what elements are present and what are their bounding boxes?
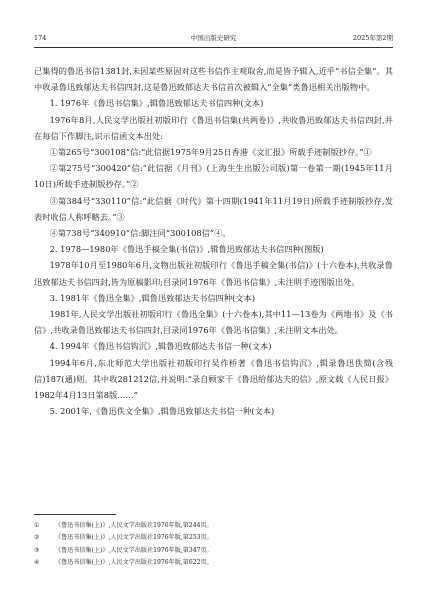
section-heading: 5. 2001年,《鲁迅佚文全集》,辑鲁迅致郁达夫书信一种(文本) xyxy=(49,406,275,417)
footnote-text: 《鲁迅书信集(上)》,人民文学出版社1976年版,第244页。 xyxy=(55,522,213,529)
paragraph: ①第265号“300108”信:“此信据1975年9月25日香港《文汇报》所载手迹制版抄存。”① xyxy=(49,147,372,158)
paragraph: 1976年8月,人民文学出版社初版印行《鲁迅书信集(共两卷)》,共收鲁迅致郁达夫书信四封,并在每信下作脚注,识示信函文本出处: xyxy=(34,114,393,141)
footnote-mark: ③ xyxy=(34,546,40,554)
footnote-text: 《鲁迅书信集(上)》,人民文学出版社1976年版,第253页。 xyxy=(55,534,213,542)
footnote-rule xyxy=(34,514,116,515)
paragraph: ③第384号“330110”信:“此信据《时代》第十四期(1941年11月19日)所载手迹制版抄存,发表时收信人称呼略去。”③ xyxy=(34,195,393,222)
body-text xyxy=(34,63,393,419)
footnote xyxy=(34,545,393,557)
footnote-mark: ④ xyxy=(34,559,40,567)
section-heading: 2. 1978—1980年《鲁迅手稿全集(书信)》,辑鲁迅致郁达夫书信四种(图版) xyxy=(49,244,324,255)
journal-title: 中国出版史研究 xyxy=(190,34,237,42)
section-heading: 1. 1976年《鲁迅书信集》,辑鲁迅致郁达夫书信四种(文本) xyxy=(49,98,264,109)
footnotes xyxy=(34,520,393,570)
footnote xyxy=(34,532,393,544)
footnote-text: 《鲁迅书信集(上)》,人民文学出版社1976年版,第622页。 xyxy=(55,559,213,567)
running-header xyxy=(34,32,393,44)
page-number: 174 xyxy=(34,34,47,42)
paragraph: 1978年10月至1980年6月,文物出版社初版印行《鲁迅手稿全集(书信)》(十六卷本),共收录鲁迅致郁达夫书信四封,皆为原稿影印;目录同1976年《鲁迅书信集》,未注明手迹图版出处。 xyxy=(34,260,393,287)
paragraph: ④第738号“340910”信:脚注同“300108信”④。 xyxy=(49,228,231,239)
paragraph: ②第275号“300420”信:“此信据《月刊》(上海生生出版公司版)第一卷第一期(1945年11月10日)所载手迹制版抄存。”② xyxy=(34,163,393,190)
footnote-text: 《鲁迅书信集(上)》,人民文学出版社1976年版,第347页。 xyxy=(55,546,213,554)
footnote-mark: ② xyxy=(34,534,40,542)
footnote xyxy=(34,520,393,532)
footnote-mark: ① xyxy=(34,522,40,529)
issue-label: 2025年第2期 xyxy=(352,34,393,42)
paragraph: 1981年,人民文学出版社初版印行《鲁迅全集》(十六卷本),其中11—13卷为《两地书》及《书信》,共收录鲁迅致郁达夫书信四封,目录同1976年《鲁迅书信集》,未注明文本出处。 xyxy=(34,309,393,336)
paragraph: 已集得的鲁迅书信1381封,未因某些原因对这些书信作主观取舍,而是皆予辑入,近乎“书信全集”。其中收录鲁迅致郁达夫书信四封,这是鲁迅致郁达夫书信首次被辑入“全集”类鲁迅相关出版物中。 xyxy=(34,66,393,93)
section-heading: 3. 1981年《鲁迅全集》,辑鲁迅致郁达夫书信四种(文本) xyxy=(49,292,256,303)
footnote xyxy=(34,557,393,569)
paragraph: 1994年6月,东北师范大学出版社初版印行吴作桥著《鲁迅书信钩沉》,辑录鲁迅佚简(含残信)187(通)则。其中收281212信,并说明:“录自顾家干《鲁迅给郁达夫的信》,原文载《人民日报》1982年4月13日第8版……” xyxy=(34,357,393,401)
header-rule xyxy=(34,47,393,48)
section-heading: 4. 1994年《鲁迅书信钩沉》,辑鲁迅致郁达夫书信一种(文本) xyxy=(49,341,272,352)
